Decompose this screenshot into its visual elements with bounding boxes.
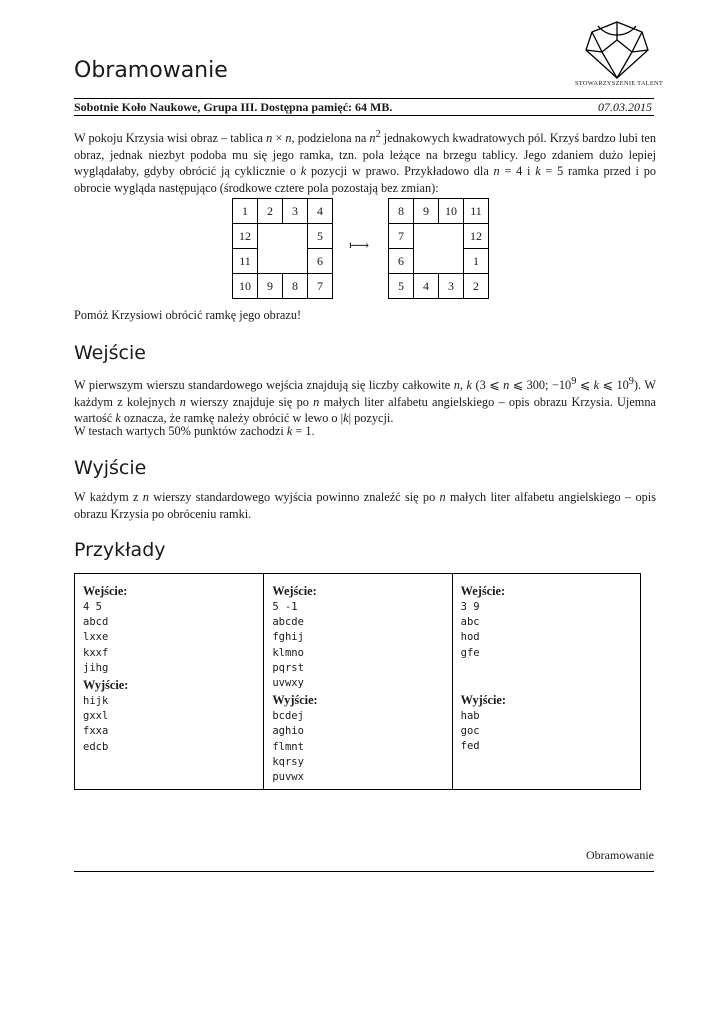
example-output-label: Wyjście: [460, 692, 506, 707]
example-input: 3 9 abc hod gfe [460, 601, 480, 659]
grid-row [233, 274, 333, 299]
statement-closing: Pomóż Krzysiowi obrócić ramkę jego obrazu! [74, 308, 302, 322]
grid-cell: 5 [389, 274, 414, 299]
contest-date: 07.03.2015 [598, 100, 652, 114]
grid-cell [283, 249, 308, 274]
grid-row [389, 249, 489, 274]
example-input-label: Wejście: [83, 584, 128, 598]
footer-rule [74, 871, 654, 872]
grid-cell: 2 [464, 274, 489, 299]
example-column [263, 574, 451, 789]
grid-cell: 8 [283, 274, 308, 299]
grid-cell: 11 [233, 249, 258, 274]
grid-cell: 10 [233, 274, 258, 299]
header-rule-top [74, 98, 654, 99]
frame-before-grid [232, 198, 333, 299]
grid-cell [283, 224, 308, 249]
examples-heading: Przykłady [74, 539, 166, 561]
footer-title: Obramowanie [586, 848, 654, 862]
examples-table [74, 573, 641, 790]
maps-to-arrow: ⟼ [349, 239, 370, 254]
grid-row [233, 199, 333, 224]
grid-row [389, 274, 489, 299]
example-output-label: Wyjście: [83, 678, 129, 693]
header-rule-bottom [74, 115, 654, 116]
grid-cell: 1 [464, 249, 489, 274]
grid-cell: 1 [233, 199, 258, 224]
frame-after-grid [388, 198, 489, 299]
grid-cell: 7 [389, 224, 414, 249]
grid-cell: 5 [308, 224, 333, 249]
grid-cell: 6 [308, 249, 333, 274]
grid-cell: 12 [233, 224, 258, 249]
input-subtasks: W testach wartych 50% punktów zachodzi k = 1. [74, 424, 315, 438]
grid-cell: 9 [414, 199, 439, 224]
grid-cell [258, 249, 283, 274]
grid-cell: 9 [258, 274, 283, 299]
example-input: 5 -1 abcde fghij klmno pqrst uvwxy [272, 601, 304, 690]
statement-paragraph: W pokoju Krzysia wisi obraz – tablica n × n, podzielona na $n^2$ jednakowych kwadratowych pól. Krzyś bardzo lubi ten obraz, jednak niezbyt podoba mu się jego ramka, tzn. pola leżące na brzegu tablicy. Jego zdaniem dużo lepiej wyglądałaby, gdyby obrócić ją cyklicznie o k pozycji w prawo. Przykładowo dla n = 4 i k = 5 ramka przed i po obrocie wygląda następująco (środkowe cztere pola pozostają bez zmian): [74, 129, 657, 195]
grid-row [389, 224, 489, 249]
grid-cell: 3 [439, 274, 464, 299]
output-heading: Wyjście [74, 457, 147, 479]
example-column [452, 574, 640, 789]
grid-cell [414, 249, 439, 274]
grid-cell [439, 249, 464, 274]
grid-cell: 7 [308, 274, 333, 299]
grid-cell: 4 [414, 274, 439, 299]
grid-row [233, 224, 333, 249]
example-output-label: Wyjście: [272, 693, 318, 708]
diamond-logo-icon [578, 18, 656, 82]
grid-cell [258, 224, 283, 249]
example-input: 4 5 abcd lxxe kxxf jihg [83, 601, 109, 674]
talent-logo [578, 18, 656, 100]
grid-cell: 8 [389, 199, 414, 224]
example-output: hijk gxxl fxxa edcb [83, 695, 109, 753]
grid-cell: 10 [439, 199, 464, 224]
grid-cell: 12 [464, 224, 489, 249]
grid-row [233, 249, 333, 274]
grid-cell: 11 [464, 199, 489, 224]
grid-cell: 3 [283, 199, 308, 224]
page-title: Obramowanie [74, 58, 228, 83]
input-heading: Wejście [74, 342, 146, 364]
grid-cell: 2 [258, 199, 283, 224]
example-column [75, 574, 263, 789]
example-output: hab goc fed [460, 709, 480, 753]
input-paragraph: W pierwszym wierszu standardowego wejścia znajdują się liczby całkowite n, k (3 ⩽ n ⩽ 300; $-10^9$ ⩽ k ⩽ $10^9$). W każdym z kolejnych n wierszy znajduje się po n małych liter alfabetu angielskiego – opis obrazu Krzysia. Ujemna wartość k oznacza, że ramkę należy obrócić w lewo o |k| pozycji. [74, 376, 656, 426]
output-paragraph: W każdym z n wierszy standardowego wyjścia powinno znaleźć się po n małych liter alfabetu angielskiego – opis obrazu Krzysia po obróceniu ramki. [74, 490, 656, 521]
logo-text: STOWARZYSZENIE TALENT [574, 80, 664, 87]
example-input-label: Wejście: [272, 584, 317, 598]
grid-cell [414, 224, 439, 249]
contest-info: Sobotnie Koło Naukowe, Grupa III. Dostępna pamięć: 64 MB. [74, 100, 393, 114]
grid-cell: 4 [308, 199, 333, 224]
grid-row [389, 199, 489, 224]
grid-cell [439, 224, 464, 249]
example-output: bcdej aghio flmnt kqrsy puvwx [272, 710, 304, 784]
example-input-label: Wejście: [460, 584, 506, 598]
grid-cell: 6 [389, 249, 414, 274]
